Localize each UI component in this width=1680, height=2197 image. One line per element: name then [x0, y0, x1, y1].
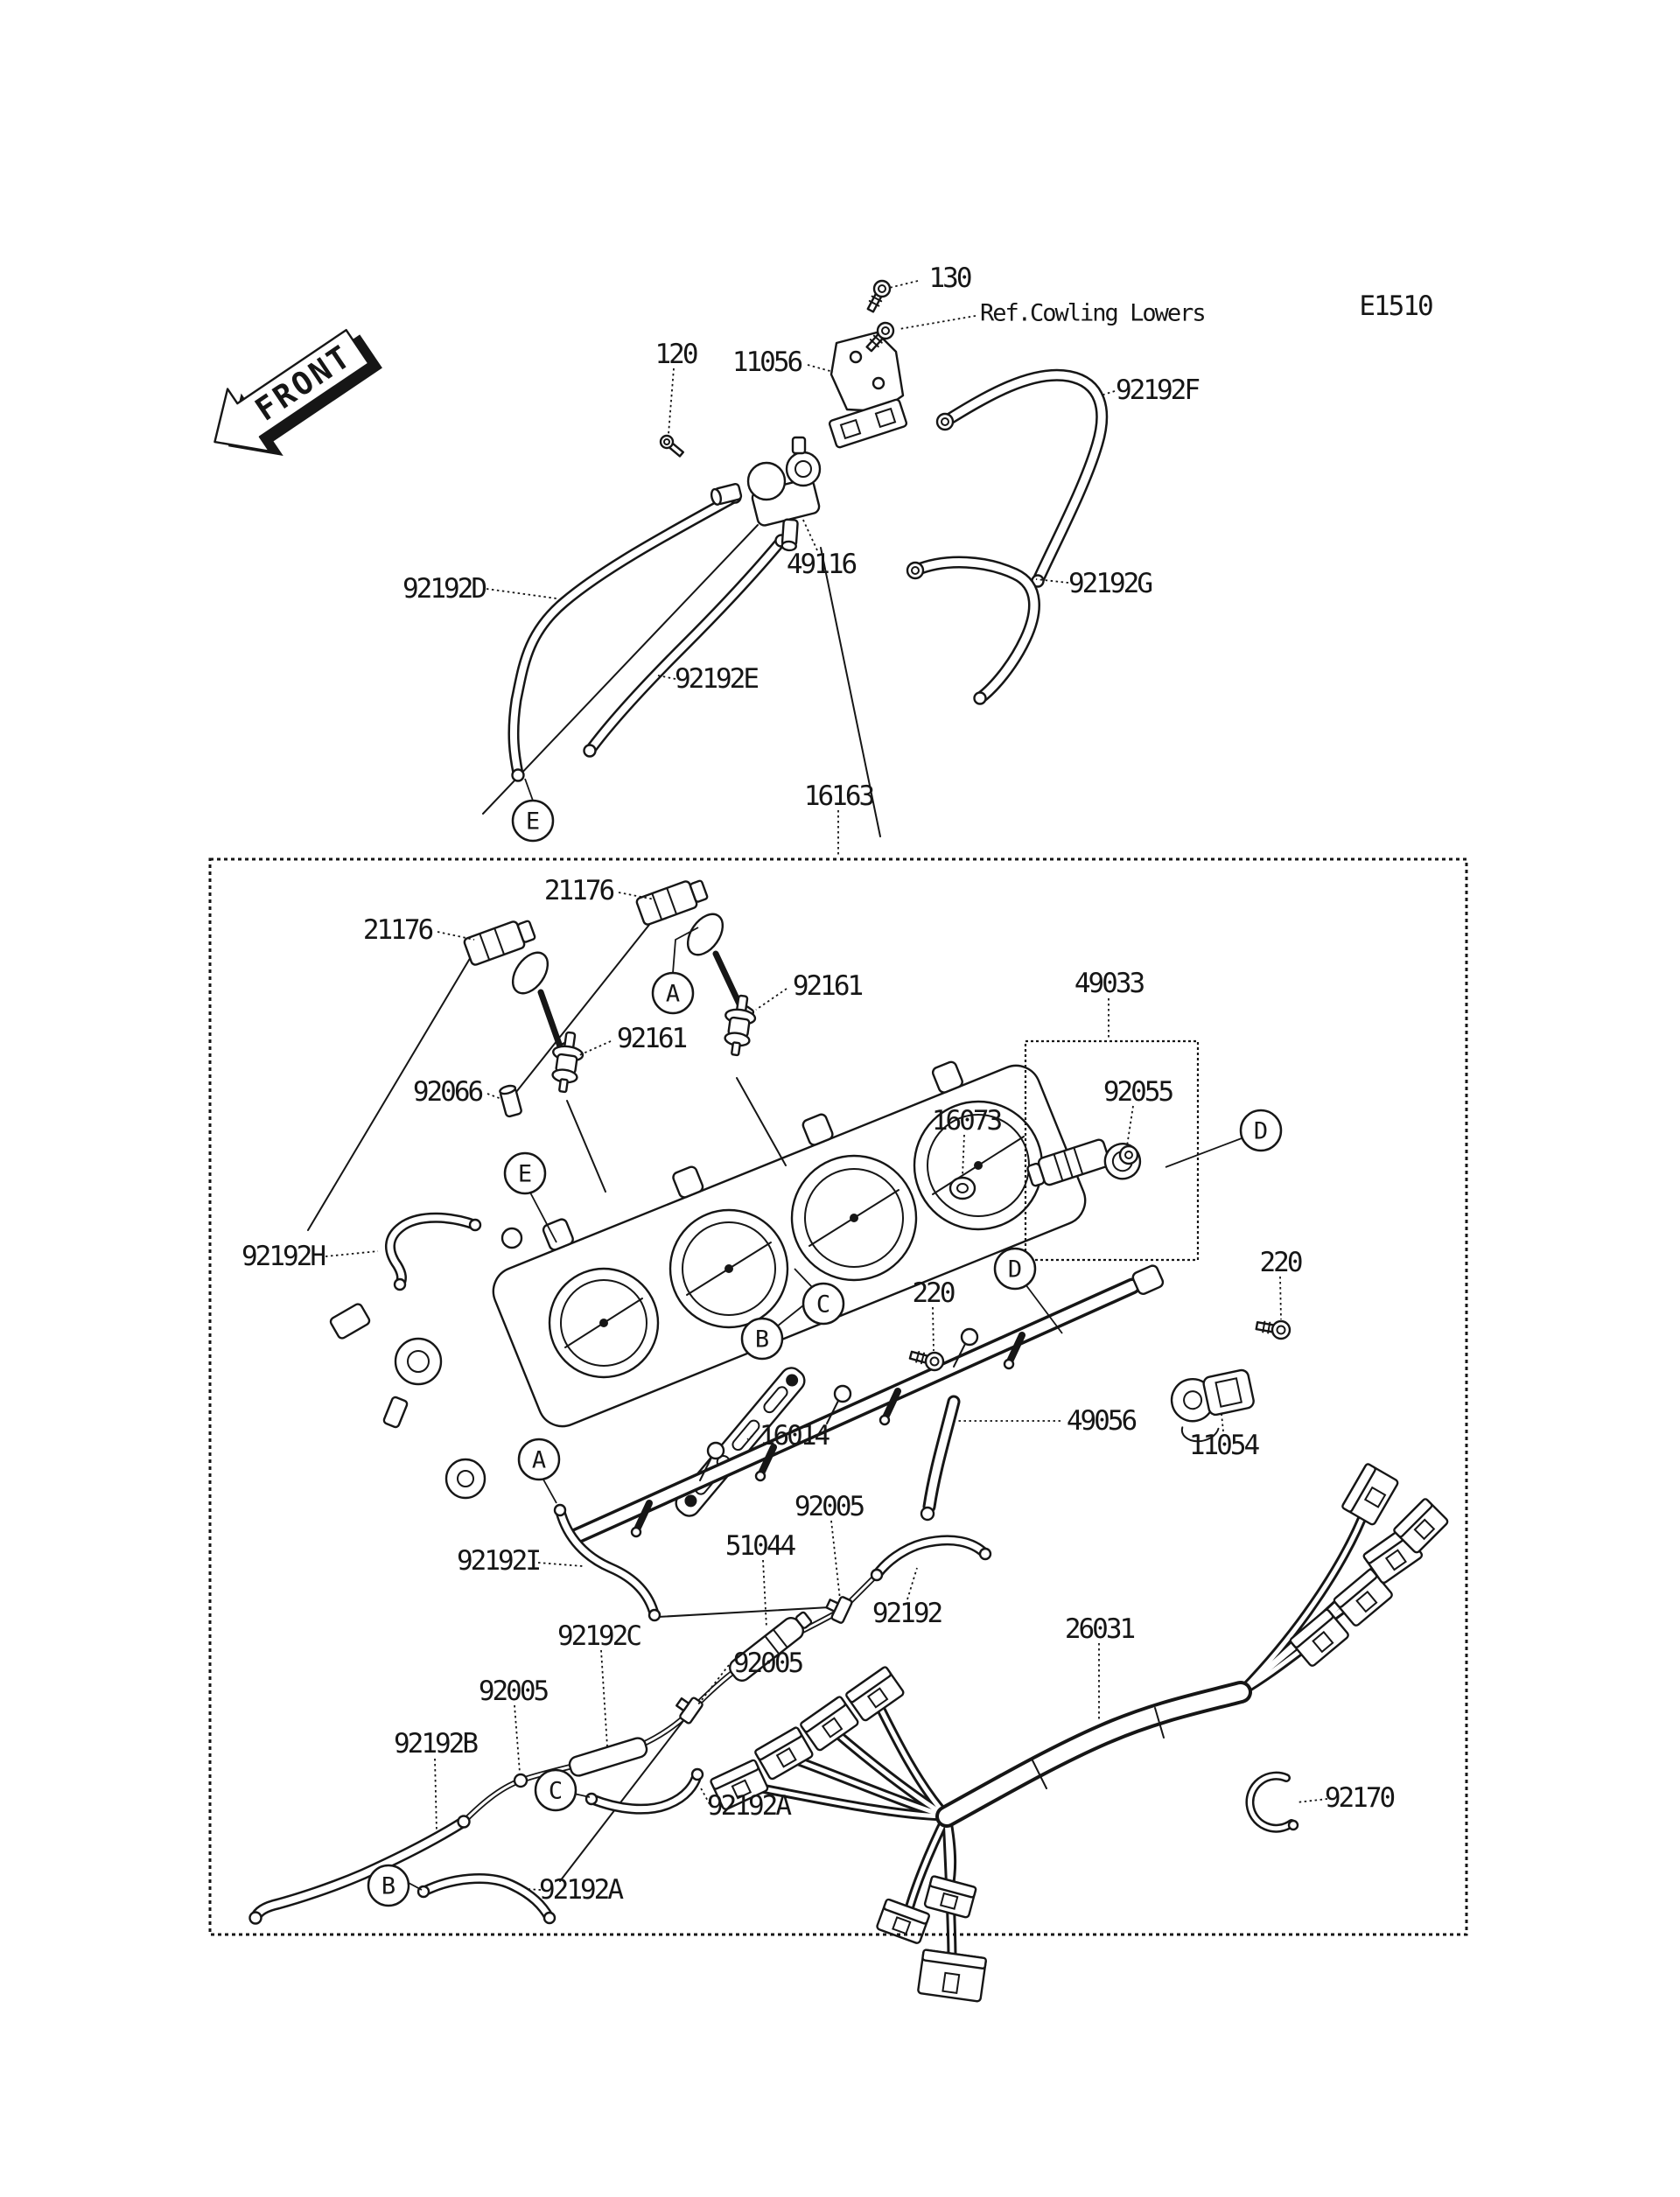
circle-marker-letter-d: D [1253, 1117, 1269, 1145]
leader-circle-e-2 [530, 1193, 556, 1242]
leader-92192B [435, 1759, 437, 1832]
leader-92005-c [514, 1705, 520, 1773]
part-label-49116: 49116 [786, 549, 856, 580]
part-label-92005-a: 92005 [794, 1491, 864, 1522]
leader-21176-b [438, 932, 474, 940]
harness-connector [924, 1876, 976, 1918]
leader-92161-b [579, 1041, 611, 1055]
leader-51044 [763, 1560, 766, 1627]
part-label-92192H: 92192H [242, 1241, 324, 1272]
part-label-92170: 92170 [1324, 1782, 1394, 1814]
part-label-92192A-b: 92192A [539, 1874, 621, 1906]
leader-11056 [808, 365, 833, 372]
screw-120 [661, 436, 683, 456]
part-label-92161-a: 92161 [792, 970, 862, 1002]
front-arrow [194, 311, 392, 483]
part-label-120: 120 [654, 339, 696, 370]
screw-130 [866, 281, 890, 313]
part-label-92161-b: 92161 [616, 1023, 686, 1054]
harness-connector [754, 1727, 813, 1781]
part-label-92192D: 92192D [402, 573, 485, 605]
part-label-220-a: 220 [912, 1277, 954, 1309]
hose-92192A-right [586, 1769, 703, 1809]
leader-220-a [933, 1307, 934, 1351]
circle-marker-letter-b: B [381, 1872, 396, 1900]
circle-marker-letter-e: E [525, 808, 541, 836]
leader-92066 [487, 1094, 501, 1099]
bolt-220-a [909, 1350, 943, 1370]
part-label-92192F: 92192F [1116, 374, 1198, 406]
leader-92192H [326, 1251, 378, 1256]
clamp-92170 [1250, 1776, 1298, 1830]
part-label-11054: 11054 [1188, 1430, 1258, 1461]
part-label-49033: 49033 [1074, 968, 1144, 999]
coil-21176-b [463, 916, 572, 1061]
part-label-92192: 92192 [872, 1598, 942, 1629]
part-label-92192I: 92192I [457, 1545, 539, 1577]
hose-92192F [937, 375, 1102, 587]
hose-92192H [390, 1218, 480, 1290]
harness-connector [845, 1666, 905, 1721]
circle-marker-letter-d: D [1007, 1256, 1023, 1284]
leader-92192D [486, 589, 556, 598]
circle-marker-letter-e: E [517, 1160, 533, 1188]
circle-marker-letter-a: A [531, 1446, 547, 1474]
part-label-130: 130 [928, 262, 970, 294]
bolt-220-b [1256, 1320, 1290, 1339]
part-label-49056: 49056 [1066, 1405, 1136, 1437]
part-label-92055: 92055 [1102, 1076, 1172, 1108]
part-label-ref-cowling: Ref.Cowling Lowers [980, 299, 1205, 327]
harness-connector [1341, 1463, 1398, 1525]
part-label-16163: 16163 [803, 780, 873, 812]
part-label-92192B: 92192B [394, 1728, 476, 1760]
leader-92055 [1127, 1106, 1133, 1146]
part-label-26031: 26031 [1064, 1613, 1134, 1645]
harness-connector [918, 1949, 986, 2002]
joint-clamp [514, 1774, 527, 1787]
leader-92170 [1297, 1799, 1327, 1802]
part-label-92005-c: 92005 [478, 1676, 548, 1707]
part-label-92005-b: 92005 [732, 1648, 802, 1679]
harness-connector [876, 1899, 929, 1944]
hose-92192D [513, 492, 741, 781]
harness-26031-art [710, 1463, 1449, 2001]
leader-92192C [601, 1650, 607, 1746]
page-code: E1510 [1359, 290, 1432, 322]
valve-49116 [710, 437, 820, 551]
throttle-body-art [308, 876, 1093, 1520]
leader-49116 [802, 516, 817, 550]
leader-220-b [1280, 1277, 1281, 1319]
circle-marker-letter-c: C [548, 1777, 564, 1805]
leader-circle-b-9 [409, 1883, 422, 1890]
coil-21176-a [635, 876, 754, 1025]
part-label-92192E: 92192E [675, 663, 757, 695]
injector-92161-b [548, 1031, 585, 1094]
leader-92161-a [756, 989, 787, 1010]
part-label-92066: 92066 [412, 1076, 482, 1108]
bracket-11056 [829, 332, 907, 448]
tee-fitting-b [672, 1692, 704, 1725]
circle-marker-letter-b: B [754, 1326, 770, 1354]
part-label-21176-b: 21176 [362, 914, 432, 946]
part-label-92192G: 92192G [1068, 568, 1151, 599]
front-arrow-label: FRONT [248, 338, 360, 429]
part-label-92192A-r: 92192A [707, 1790, 789, 1822]
leader-circle-d-3 [1166, 1138, 1242, 1167]
leader-130 [889, 281, 918, 288]
part-label-220-b: 220 [1259, 1247, 1301, 1278]
leader-circle-a-7 [543, 1480, 556, 1503]
hose-92192B [250, 1816, 470, 1924]
part-label-51044: 51044 [724, 1530, 794, 1562]
leader-circle-e-0 [525, 779, 533, 801]
part-label-92192C: 92192C [557, 1620, 640, 1652]
hose-92192A-bottom [418, 1879, 555, 1923]
leader-11054 [1222, 1414, 1223, 1431]
hose-92192 [872, 1540, 990, 1580]
leader-92005-a [831, 1521, 840, 1599]
leader-120 [668, 368, 674, 434]
hose-92192G [907, 563, 1034, 704]
circle-marker-letter-c: C [816, 1291, 831, 1319]
part-label-21176-a: 21176 [543, 875, 613, 906]
part-label-16014: 16014 [759, 1420, 829, 1452]
leader-92005-b [698, 1665, 729, 1704]
tube-92192C [568, 1736, 648, 1777]
leader-92192I [538, 1563, 583, 1566]
part-label-16073: 16073 [931, 1105, 1001, 1137]
injector-92161-a [720, 994, 758, 1057]
leader-ref-cowling [900, 316, 976, 329]
leader-92192 [907, 1568, 917, 1599]
part-label-11056: 11056 [732, 346, 802, 378]
circle-marker-letter-a: A [665, 980, 681, 1008]
